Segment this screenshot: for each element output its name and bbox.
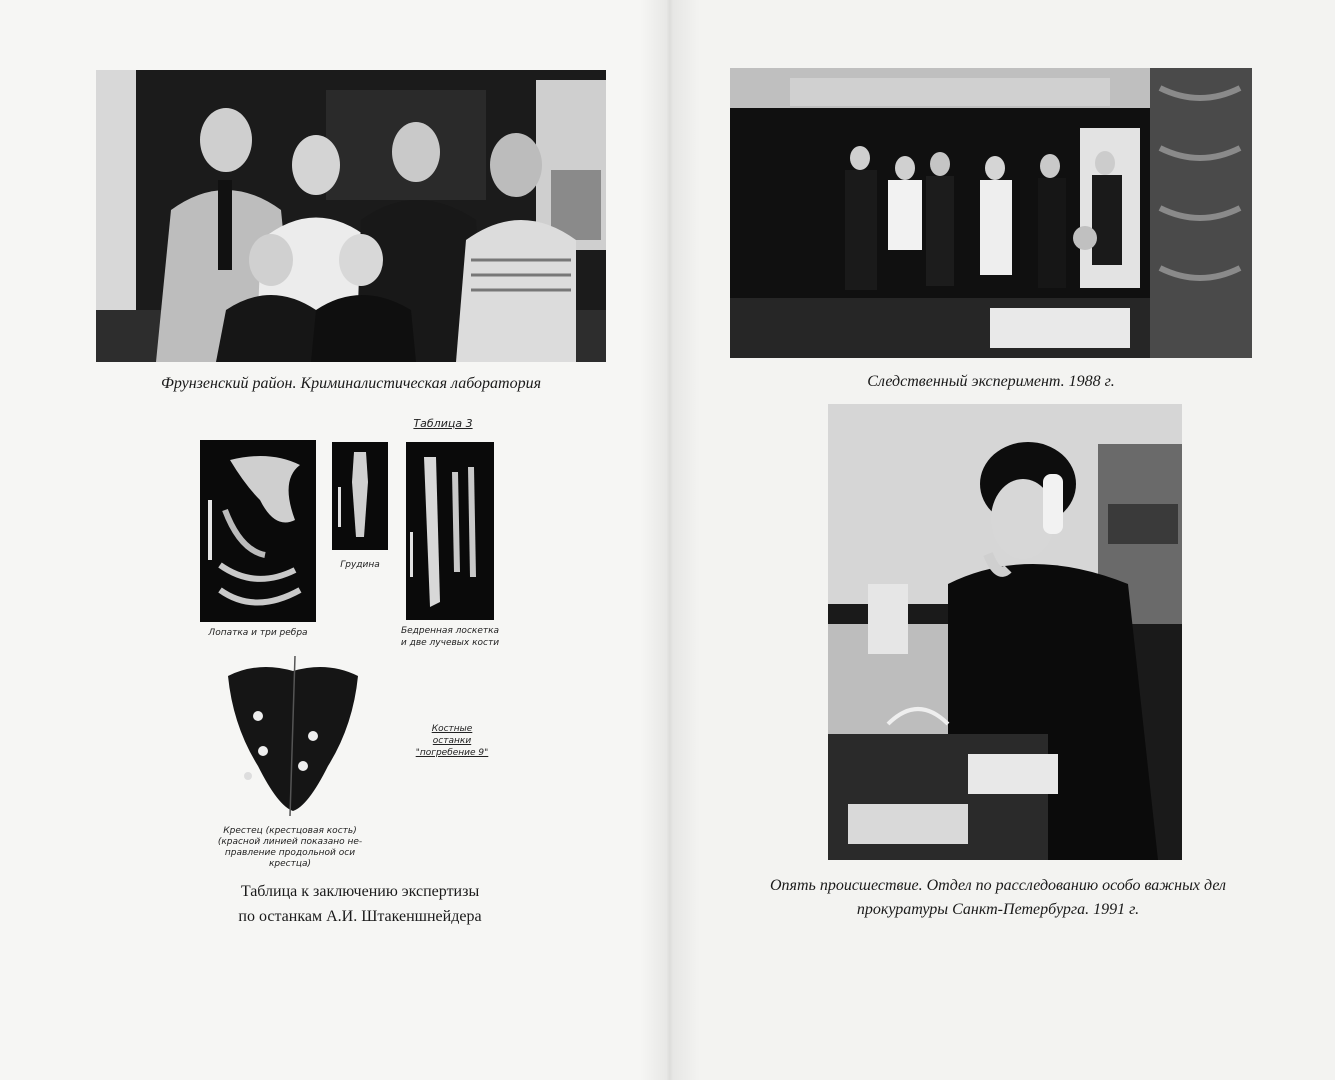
table-caption-line1: Таблица к заключению экспертизы <box>240 883 480 900</box>
sternum-label: Грудина <box>340 560 380 570</box>
femur-label-line1: Бедренная лоскетка <box>400 626 500 636</box>
experiment-photo-caption: Следственный эксперимент. 1988 г. <box>867 373 1115 390</box>
femur-label-line2: и две лучевых кости <box>400 638 500 648</box>
scapula-ribs-panel <box>200 440 316 622</box>
remains-label-line1: Костные <box>431 724 473 734</box>
office-photo-caption-line1: Опять происшествие. Отдел по расследованию особо важных дел <box>770 877 1226 894</box>
table-number-label: Таблица 3 <box>413 417 473 430</box>
remains-label-line3: "погребение 9" <box>415 748 489 758</box>
sacrum-label-line2: (красной линией показано не- <box>217 837 363 847</box>
sacrum-label-line1: Крестец (крестцовая кость) <box>223 826 357 836</box>
sternum-panel <box>332 442 388 550</box>
sacrum-panel <box>218 656 368 816</box>
scapula-ribs-label: Лопатка и три ребра <box>208 628 308 638</box>
prosecutor-office-photo <box>828 404 1182 860</box>
lab-group-photo <box>96 70 606 362</box>
sacrum-label-line3: правление продольной оси <box>224 848 356 858</box>
sacrum-label-line4: крестца) <box>268 859 312 869</box>
table-caption-line2: по останкам А.И. Штакеншнейдера <box>238 908 482 925</box>
right-page <box>668 0 1335 1080</box>
left-page <box>0 0 667 1080</box>
investigative-experiment-photo <box>730 68 1252 358</box>
office-photo-caption-line2: прокуратуры Санкт-Петербурга. 1991 г. <box>856 901 1140 918</box>
remains-label-line2: останки <box>432 736 472 746</box>
femur-radius-panel <box>406 442 494 620</box>
lab-photo-caption: Фрунзенский район. Криминалистическая лаборатория <box>160 375 542 392</box>
